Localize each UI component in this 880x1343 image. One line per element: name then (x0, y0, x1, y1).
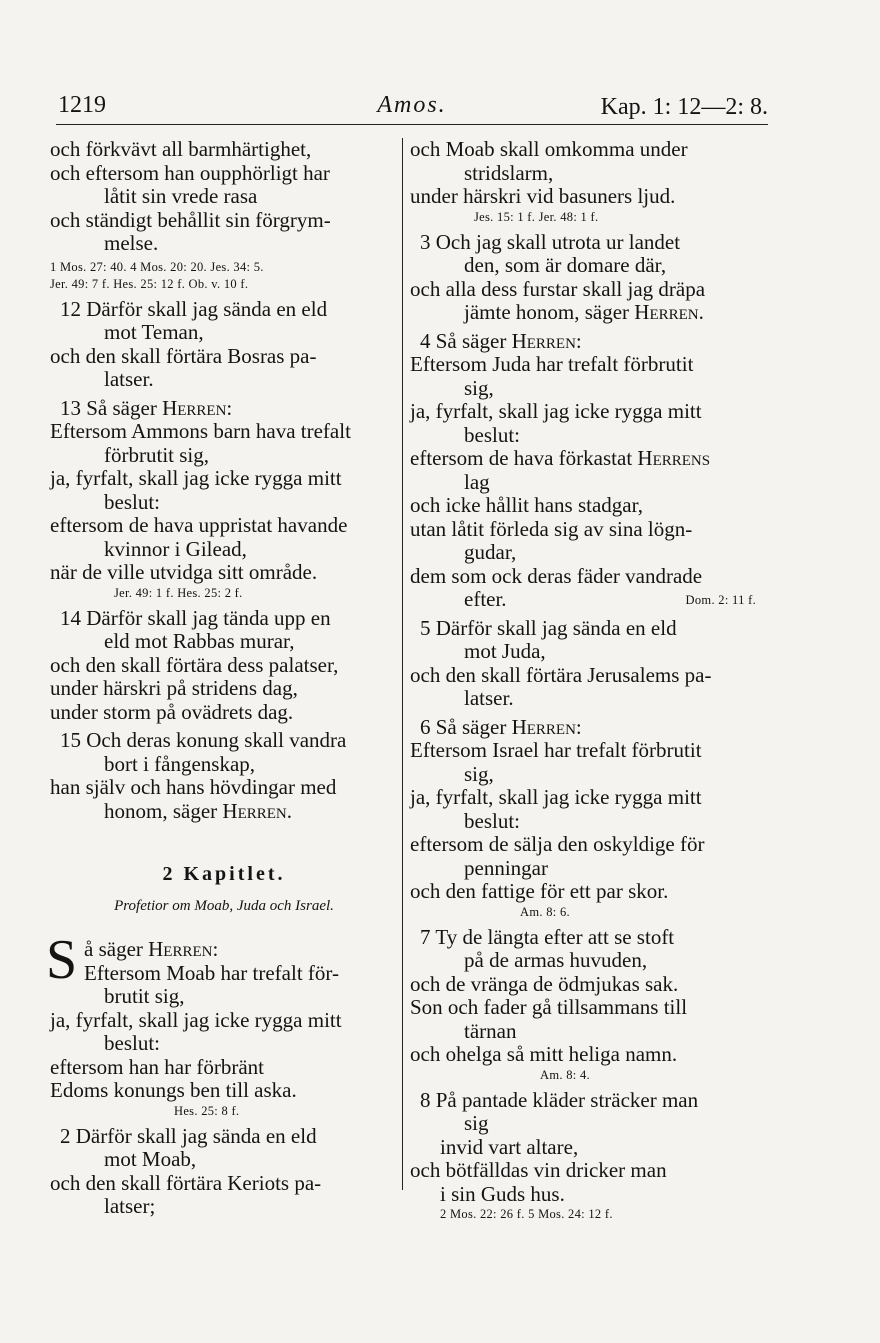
text-line: penningar (464, 855, 548, 880)
text-line: honom, säger Herren. (104, 798, 292, 823)
chapter-title: 2 Kapitlet. (162, 863, 286, 885)
lords-name: Herrens (637, 446, 711, 470)
text-line: beslut: (104, 489, 160, 514)
cross-reference: 2 Mos. 22: 26 f. 5 Mos. 24: 12 f. (440, 1207, 613, 1221)
text-line: sig, (464, 761, 494, 786)
text-line: lag (464, 469, 490, 494)
text-fragment: jämte honom, säger (464, 300, 635, 324)
text-line: och eftersom han oupphörligt har (50, 160, 330, 185)
text-line: latser. (104, 367, 154, 391)
column-divider (402, 138, 403, 1190)
cross-reference: Jer. 49: 7 f. Hes. 25: 12 f. Ob. v. 10 f. (50, 276, 249, 291)
cross-reference: Am. 8: 4. (540, 1067, 590, 1082)
text-line: latser. (464, 686, 514, 710)
text-line: Eftersom Ammons barn hava trefalt (50, 419, 351, 443)
text-line: kvinnor i Gilead, (104, 536, 247, 561)
text-line: eftersom de sälja den oskyldige för (410, 832, 705, 856)
text-line: invid vart altare, (440, 1134, 579, 1159)
text-line: melse. (104, 231, 159, 255)
text-line: eftersom de hava uppristat havande (50, 513, 348, 537)
text-line: sig, (464, 375, 494, 400)
text-line: och icke hållit hans stadgar, (410, 493, 643, 517)
text-line: ja, fyrfalt, skall jag icke rygga mitt (410, 399, 702, 423)
text-line (410, 588, 764, 612)
text-fragment: efter. (464, 587, 507, 611)
text-line: mot Juda, (464, 639, 546, 663)
text-line: och bötfälldas vin dricker man (410, 1158, 667, 1182)
lord-name: Herren (511, 328, 576, 353)
cross-reference: Hes. 25: 8 f. (174, 1103, 240, 1118)
chapter-2-verse-1 (46, 929, 398, 1120)
lord-name: Herren (222, 798, 287, 823)
text-line: Eftersom Moab har trefalt för- (84, 960, 339, 985)
text-line: under härskri på stridens dag, (50, 676, 298, 700)
text-line: latser; (104, 1194, 156, 1218)
text-line: och den skall förtära dess palatser, (50, 652, 339, 677)
text-line: och den fattige för ett par skor. (410, 879, 669, 903)
text-line: mot Teman, (104, 320, 204, 344)
cross-reference: Dom. 2: 11 f. (685, 593, 756, 607)
page-number: 1219 (58, 92, 106, 118)
verse-4: 4 Så säger Herren: (420, 328, 582, 353)
lord-name: Herren (148, 937, 213, 961)
text-line: ja, fyrfalt, skall jag icke rygga mitt (50, 466, 342, 490)
chapter-range: Kap. 1: 12—2: 8. (600, 94, 768, 120)
cross-reference: Jer. 49: 1 f. Hes. 25: 2 f. (114, 585, 243, 600)
text-line: Eftersom Juda har trefalt förbrutit (410, 352, 694, 376)
text-line: Edoms konungs ben till aska. (50, 1078, 297, 1102)
page-header (56, 90, 768, 125)
verse-6: 6 Så säger Herren: (420, 714, 582, 739)
right-column (410, 138, 764, 1223)
text-fragment: eftersom de hava förkastat (410, 446, 638, 470)
chapter-subtitle: Profetior om Moab, Juda och Israel. (114, 897, 334, 914)
text-line: utan låtit förleda sig av sina lögn- (410, 516, 693, 541)
text-fragment: å säger (84, 937, 149, 961)
text-line: beslut: (104, 1031, 160, 1055)
book-title: Amos. (377, 92, 447, 118)
verse-13: 13 Så säger Herren: (60, 395, 233, 420)
text-line: eftersom han har förbränt (50, 1054, 264, 1079)
text-line: brutit sig, (104, 984, 185, 1008)
lord-name: Herren (511, 714, 576, 739)
text-line: och förkvävt all barmhärtighet, (50, 137, 312, 161)
drop-cap: S (46, 929, 78, 991)
text-line: jämte honom, säger Herren. (464, 300, 704, 324)
text-line: och Moab skall omkomma under (410, 137, 688, 161)
text-line: dem som ock deras fäder vandrade (410, 563, 703, 588)
text-line: tärnan (464, 1018, 517, 1043)
text-line: mot Moab, (104, 1147, 197, 1171)
verse-3: 3 Och jag skall utrota ur landet (420, 229, 681, 254)
verse-12: 12 Därför skall jag sända en eld (60, 296, 328, 321)
text-line: under storm på ovädrets dag. (50, 699, 294, 724)
text-line: och alla dess furstar skall jag dräpa (410, 276, 706, 301)
text-line: på de armas huvuden, (464, 948, 648, 972)
text-line: och ständigt behållit sin förgrym- (50, 207, 331, 232)
left-column (46, 137, 398, 1219)
cross-reference: 1 Mos. 27: 40. 4 Mos. 20: 20. Jes. 34: 5. (50, 259, 264, 274)
lord-name: Herren (634, 300, 699, 324)
verse-14: 14 Därför skall jag tända upp en (60, 605, 331, 630)
text-line: i sin Guds hus. (440, 1181, 565, 1206)
verse-intro: 13 Så säger (60, 395, 163, 420)
text-line: låtit sin vrede rasa (104, 184, 258, 208)
text-line: eld mot Rabbas murar, (104, 629, 295, 653)
text-line: Son och fader gå tillsammans till (410, 995, 688, 1019)
verse-5: 5 Därför skall jag sända en eld (420, 615, 677, 640)
lord-name: Herren (162, 395, 227, 420)
text-line: å säger Herren: (84, 937, 219, 961)
verse-intro: 4 Så säger (420, 328, 512, 353)
verse-2: 2 Därför skall jag sända en eld (60, 1123, 317, 1148)
verse-15: 15 Och deras konung skall vandra (60, 728, 347, 752)
text-line: ja, fyrfalt, skall jag icke rygga mitt (410, 785, 702, 809)
verse-8: 8 På pantade kläder sträcker man (420, 1087, 699, 1112)
text-line: förbrutit sig, (104, 442, 209, 467)
text-line: och den skall förtära Jerusalems pa- (410, 662, 712, 687)
cross-reference: Am. 8: 6. (520, 904, 570, 919)
text-line: beslut: (464, 422, 520, 447)
verse-intro: 6 Så säger (420, 714, 512, 739)
text-line: ja, fyrfalt, skall jag icke rygga mitt (50, 1007, 342, 1032)
text-line: och den skall förtära Bosras pa- (50, 343, 317, 368)
text-line: sig (464, 1111, 489, 1135)
text-line: och ohelga så mitt heliga namn. (410, 1042, 678, 1066)
text-line: Eftersom Israel har trefalt förbrutit (410, 738, 702, 762)
text-line: när de ville utvidga sitt område. (50, 560, 318, 584)
text-line (410, 447, 764, 471)
cross-reference: Jes. 15: 1 f. Jer. 48: 1 f. (474, 209, 599, 224)
verse-7: 7 Ty de längta efter att se stoft (420, 924, 675, 949)
text-line: under härskri vid basuners ljud. (410, 184, 676, 208)
text-line: och den skall förtära Keriots pa- (50, 1170, 322, 1195)
text-line: gudar, (464, 540, 517, 564)
text-line: bort i fångenskap, (104, 751, 256, 776)
text-line: beslut: (464, 808, 520, 833)
text-line: stridslarm, (464, 160, 554, 185)
text-fragment: honom, säger (104, 798, 223, 823)
text-line: och de vränga de ödmjukas sak. (410, 971, 679, 996)
text-line: den, som är domare där, (464, 253, 667, 277)
text-line: han själv och hans hövdingar med (50, 775, 337, 799)
